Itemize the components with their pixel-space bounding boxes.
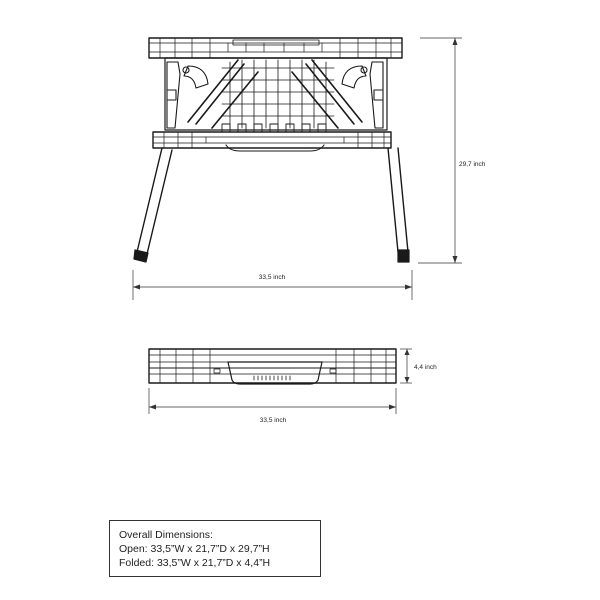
folded-width-label: 33,5 inch bbox=[259, 417, 287, 424]
open-height-label: 29,7 inch bbox=[459, 161, 486, 168]
open-height-dimension bbox=[418, 38, 486, 263]
folded-height-label: 4,4 inch bbox=[414, 364, 437, 371]
open-width-label: 33,5 inch bbox=[258, 274, 286, 281]
open-dimensions-text: Open: 33,5”W x 21,7”D x 29,7”H bbox=[119, 542, 270, 555]
folded-width-dimension bbox=[149, 388, 396, 424]
overall-dimensions-title: Overall Dimensions: bbox=[119, 529, 213, 541]
folded-dimensions-text: Folded: 33,5”W x 21,7”D x 4,4”H bbox=[119, 556, 271, 569]
overall-dimensions-box bbox=[109, 520, 321, 577]
folded-height-dimension bbox=[400, 349, 437, 383]
open-width-dimension bbox=[133, 270, 412, 300]
folded-workbench-view bbox=[149, 349, 396, 384]
open-workbench-view bbox=[134, 38, 409, 262]
